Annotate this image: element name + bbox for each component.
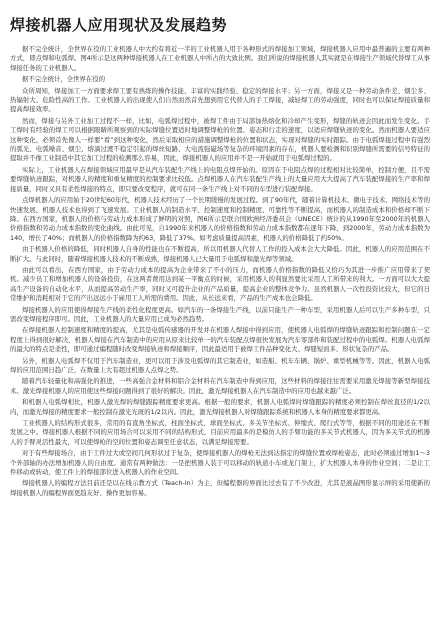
paragraph: 和机器人电弧焊相比，机器人激光焊的焊缝跟踪精度要求更高。根据一般的要求，机器人电弧焊时焊缝跟踪的精度必须控制在焊丝直径的1/2以内，而激光焊接的精度要求一般控制在激光光斑的1/2以内。因此，激光焊接机器人对焊缝跟踪系统和机器人本身的精度要求都更高。 bbox=[10, 398, 430, 416]
paragraph: 焊接机器人的编程方法目前还是以在线示教方式（Teach-in）为主，但编程器的界面比过去有了不少改进，尤其是液晶图形显示屏的采用使新的焊接机器人的编程界面更趋友好、操作更加容易。 bbox=[10, 479, 430, 497]
paragraph: 据不完全统计，全世界在役的 bbox=[22, 75, 106, 84]
paragraph: 实际上，工业机器人在焊接领域应用最早是从汽车装配生产线上的电阻点焊开始的。原因在于电阻点焊的过程相对比较简单，控制方便，且不需要焊缝轨迹跟踪，对机器人的精度和重复精度的控制要求比较低。点焊机器人在汽车装配生产线上的大量应用大大提高了汽车装配焊接的生产率和焊接质量，同时又具有柔性焊接的特点，即只要改变程序，就可在同一条生产线上对不同的车型进行装配焊接。 bbox=[10, 165, 430, 193]
paragraph: 众所周知，焊接加工一方面要求焊工要有熟练的操作技能、丰富的实践经验、稳定的焊接水平；另一方面，焊接又是一种劳动条件差、烟尘多、热辐射大、危险性高的工作。工业机器人的出现使人们自然而然首先想到用它代替人的手工焊接，减轻焊工的劳动强度，同时也可以保证焊接质量和提高焊接效率。 bbox=[10, 86, 430, 114]
paragraph: 随着汽车轻量化和高强化的推进，一些高强合金材料和铝合金材料在汽车制造中得到应用，这些材料的焊接往往需要采用激光焊接等新型焊接技术。激光焊接机器人的应用使这些焊接问题得到了很好的解决。因此，激光焊接机器人在汽车制造中的应用也越来越广泛。 bbox=[10, 377, 430, 395]
page-title: 焊接机器人应用现状及发展趋势 bbox=[10, 16, 228, 34]
document-body bbox=[10, 45, 430, 498]
paragraph: 点焊机器人的应用始于20世纪60年代，机器人技术经历了一个长期缓慢的发展过程。到了90年代，随着计算机技术、微电子技术、网络技术等的快速发展，机器人技术也得到了飞速发展。工业机器人的制造水平、控制速度和控制精度、可靠性等不断提高，而机器人的制造成本和价格却不断下降。在西方国家，机器人的价格与劳动力成本形成了鲜明的对照，图6所示是联合国欧洲经济委员会（UNECE）统计的从1990年至2000年的机器人价格指数和劳动力成本指数的变化曲线。由此可见，自1990年来机器人的价格指数和劳动力成本指数都在逐年下降，到2000年，劳动力成本指数为140，增长了40%；而机器人的价格指数降为约63，降低了37%。如考虑质量提高因素，机器人的价格降低了约50%。 bbox=[10, 196, 430, 242]
paragraph: 然而，焊接与另外工业加工过程不一样，比如，电弧焊过程中，被焊工件由于局部加热熔化和冷却产生变形，焊缝的轨迹会因此而发生变化。手工焊时有经验的焊工可以根据眼睛所观察到的实际焊缝位置适时地调整焊枪的位置、姿态和行走的速度，以适应焊缝轨迹的变化。然而机器人要适应这种变化，必须首先像人一样要“看”到这种变化，然后采取相应的措施调整焊枪的位置和状态，实现对焊缝的实时跟踪。由于电弧焊接过程中有强烈的弧光、电弧噪音、烟尘、熔滴过渡不稳定引起的焊丝短路、大电流强磁场等复杂的环境因素的存在，机器人要检测和识别焊缝所需要的信号特征的提取并不像工业制造中其它加工过程的检测那么容易，因此，焊接机器人的应用并不是一开始就用于电弧焊过程的。 bbox=[10, 116, 430, 163]
paragraph: 据不完全统计，全世界在役的工业机器人中大约有将近一半的工业机器人用于各种形式的焊接加工领域，焊接机器人应用中最普遍的主要有两种方式，即点焊和电弧焊。图4所示是这两种焊接机器人在工业机器人中所占的大致比例。我们所说的焊接机器人其实就是在焊接生产领域代替焊工从事焊接任务的工业机器人。 bbox=[10, 45, 430, 72]
paragraph: 工业机器人的结构形式很多，常用的有直角坐标式、柱面坐标式、球面坐标式、多关节坐标式、伸缩式、爬行式等等，根据不同的用途还在不断发展之中。焊接机器人根据不同的应用场合可以采用不同的结构形式，目前应用最多的是模仿人的手臂功能的多关节式机器人，因为多关节式的机器人的手臂灵活性最大，可以使焊枪的空间位置和姿态调至任意状态，以满足焊接需要。 bbox=[10, 419, 430, 446]
paragraph: 对于有些焊接场合，由于工件过大或空间几何形状过于复杂，使焊接机器人的焊枪无法到达指定的焊缝位置或焊枪姿态，此时必须通过增加1～3个外部轴的办法增加机器人的自由度。通常有两种做法：一是把机器人装于可以移动的轨道小车或龙门架上，扩大机器人本身的作业空间；二是让工件移动或转动，使工件上的焊接部位进入机器人的作业空间。 bbox=[10, 449, 430, 477]
paragraph: 另外，机器人电弧焊不仅用于汽车制造业，更可以用于涉及电弧焊的其它制造业，如造船、机车车辆、锅炉、重型机械等等。因此，机器人电弧焊的应用范围日趋广泛，在数量上大有超过机器人点焊之势。 bbox=[10, 356, 430, 374]
paragraph: 由于机器人价格的降低，同时机器人自身的性能也在不断提高，所以用机器人代替人工作的投入成本会大大降低。因此，机器人的应用范围在不断扩大。与此同时，随着焊接机器人技术的不断成熟，焊接机器人已大量用于电弧焊和激光焊等领域。 bbox=[10, 245, 430, 263]
paragraph: 焊接机器人的应用使得焊接生产线的柔性化程度更高。如汽车的一条焊接生产线，以前只能生产一种车型，采用机器人后可以生产多种车型，只需改变焊接程序即可。因此，工业机器人的大量应用已成为必然趋势。 bbox=[10, 305, 430, 323]
paragraph: 由此可以看出，在西方国家，由于劳动力成本的提高为企业带来了不小的压力，而机器人价格指数的降低又恰巧为其进一步推广应用带来了契机。减少员工和增加机器人的设备投资，在这两者费用达到某一平衡点的时候，采用机器人的利显然要比采用人工所带来的利大。一方面可以大大提高生产设备的自动化水平，从而提高劳动生产率，同时又可提升企业的产品质量，提高企业的整体竞争力。虽然机器人一次性投资比较大，但它的日常维护和消耗相对于它的产出远远小于雇用工人所需的费用。因此，从长远来看，产品的生产成本也会降低。 bbox=[10, 265, 430, 303]
paragraph: 在焊接机器人控制速度和精度的提高，尤其是电弧传感器的开发并在机器人焊接中得到应用，使机器人电弧焊的焊缝轨迹跟踪和控制问题在一定程度上得到很好解决，机器人焊接在汽车制造中的应用从原来比较单一的汽车装配点焊很快发展为汽车零部件和装配过程中的电弧焊。机器人电弧焊的最大的特点是柔性，即可通过编程随时改变焊接轨迹和焊接顺序，因此最适用于被焊工件品种变化大、焊缝短而多、形状复杂的产品。 bbox=[10, 326, 430, 354]
